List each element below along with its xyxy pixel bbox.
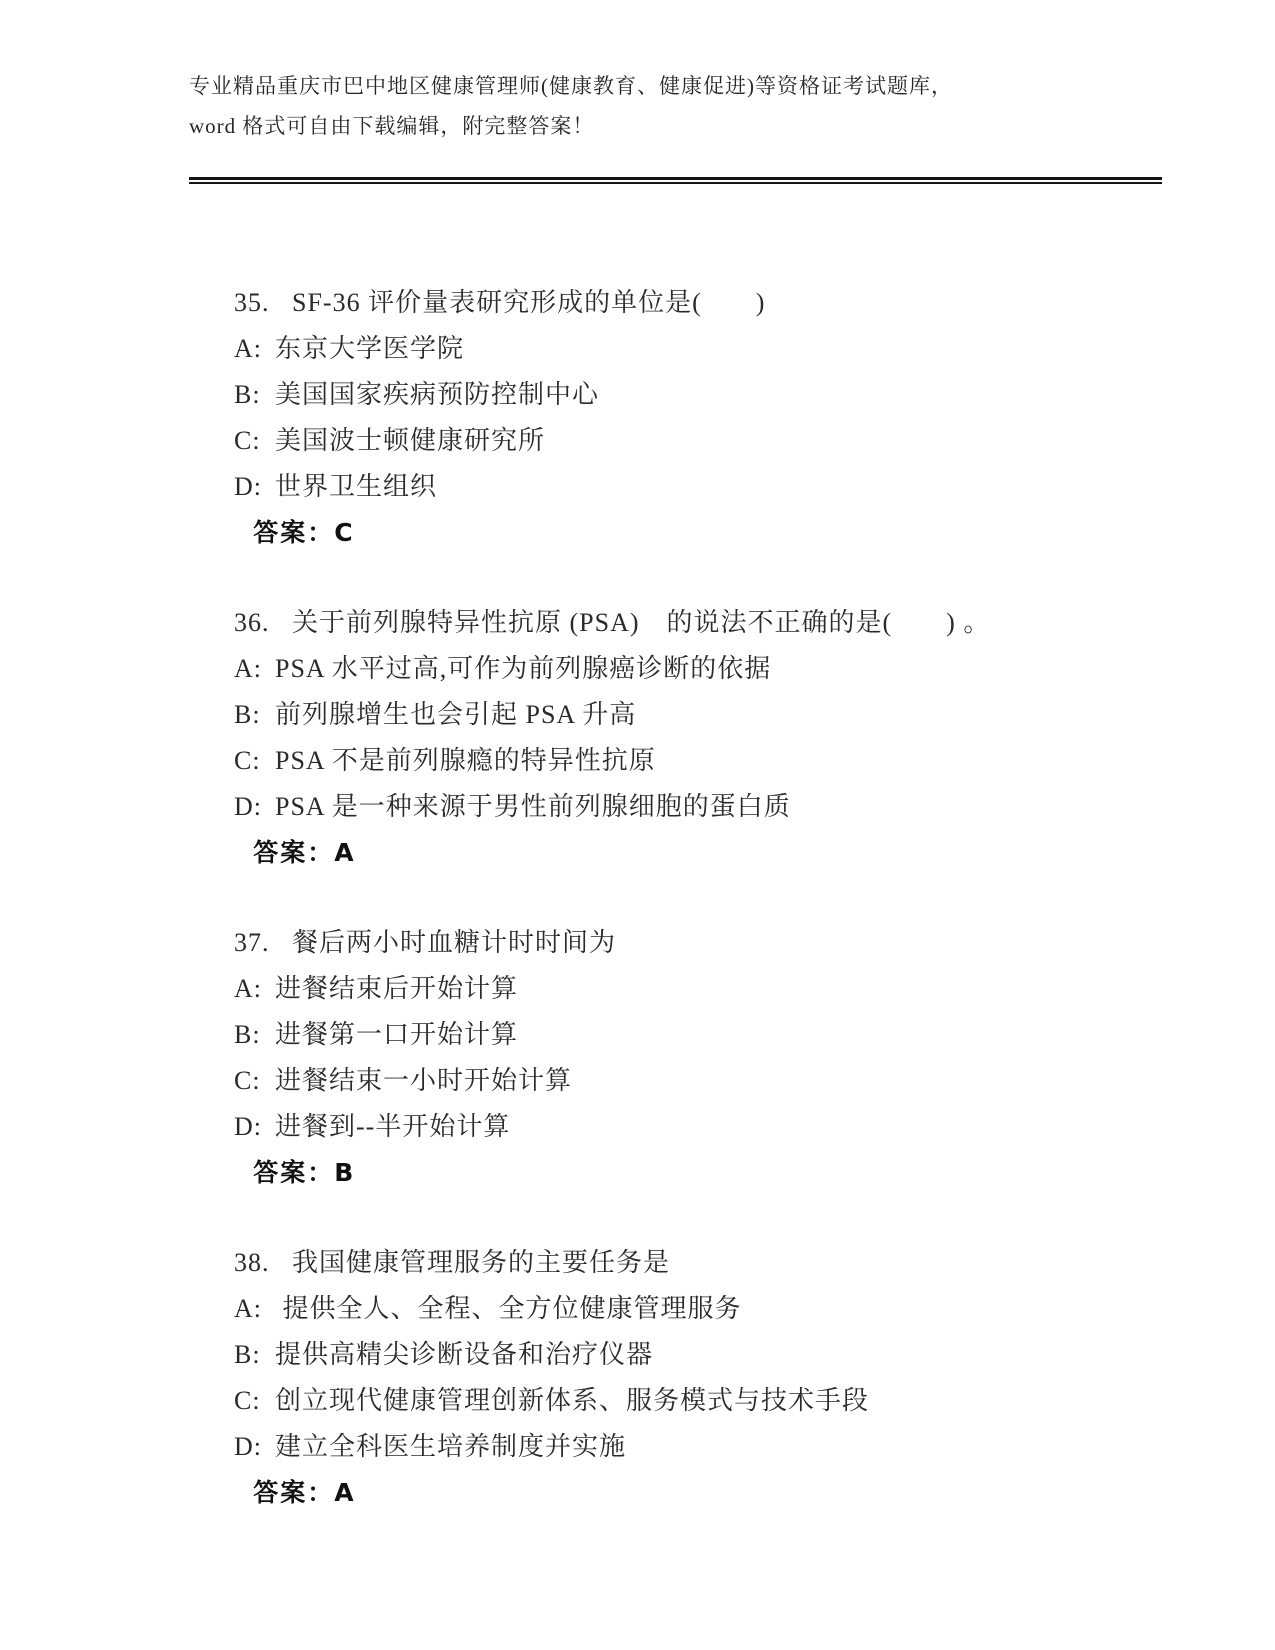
option-text: 东京大学医学院 xyxy=(275,334,465,363)
option-text: 世界卫生组织 xyxy=(275,472,438,501)
header-line: 专业精品重庆市巴中地区健康管理师(健康教育、健康促进)等资格证考试题库， xyxy=(189,74,953,98)
option-label: D: xyxy=(234,1112,262,1141)
question-number: 35. xyxy=(234,288,270,317)
question-block xyxy=(189,874,1275,1187)
option-text: 创立现代健康管理创新体系、服务模式与技术手段 xyxy=(275,1386,870,1415)
question-stem: 餐后两小时血糖计时时间为 xyxy=(292,928,617,957)
option-label: B: xyxy=(234,700,261,729)
question-title xyxy=(189,554,1275,637)
question-block xyxy=(189,554,1275,867)
option-label: A: xyxy=(234,1294,262,1323)
question-block xyxy=(189,1194,1275,1507)
option-label: D: xyxy=(234,472,262,501)
question-title xyxy=(189,874,1275,957)
option-label: A: xyxy=(234,654,262,683)
header-divider xyxy=(189,177,1162,184)
answer-value: A xyxy=(334,1478,356,1507)
option-text: 进餐结束一小时开始计算 xyxy=(275,1066,573,1095)
option-text: 美国国家疾病预防控制中心 xyxy=(275,380,600,409)
answer-value: A xyxy=(334,838,356,867)
option-text: 提供高精尖诊断设备和治疗仪器 xyxy=(275,1340,654,1369)
option-text: 建立全科医生培养制度并实施 xyxy=(275,1432,627,1461)
answer-value: B xyxy=(334,1158,356,1187)
option-text: 进餐到--半开始计算 xyxy=(275,1112,511,1141)
question-title xyxy=(189,234,1275,317)
answer-value: C xyxy=(334,518,355,547)
option-text: 美国波士顿健康研究所 xyxy=(275,426,546,455)
option-label: B: xyxy=(234,380,261,409)
option-label: B: xyxy=(234,1020,261,1049)
question-number: 38. xyxy=(234,1248,270,1277)
question-number: 37. xyxy=(234,928,270,957)
answer-label: 答案： xyxy=(253,1158,335,1187)
option-label: C: xyxy=(234,1066,261,1095)
option-label: D: xyxy=(234,792,262,821)
question-title xyxy=(189,1194,1275,1277)
option-text: PSA 不是前列腺瘾的特异性抗原 xyxy=(275,746,656,775)
question-stem: SF-36 评价量表研究形成的单位是( ) xyxy=(292,288,766,317)
option-label: A: xyxy=(234,974,262,1003)
option-text: 提供全人、全程、全方位健康管理服务 xyxy=(275,1294,742,1323)
question-stem: 关于前列腺特异性抗原 (PSA) 的说法不正确的是( ) 。 xyxy=(292,608,991,637)
answer-label: 答案： xyxy=(253,1478,335,1507)
question-stem: 我国健康管理服务的主要任务是 xyxy=(292,1248,671,1277)
option-label: A: xyxy=(234,334,262,363)
option-label: C: xyxy=(234,746,261,775)
option-text: 进餐结束后开始计算 xyxy=(275,974,519,1003)
header-line: word 格式可自由下载编辑，附完整答案！ xyxy=(189,114,595,138)
answer-label: 答案： xyxy=(253,838,335,867)
option-label: B: xyxy=(234,1340,261,1369)
answer-label: 答案： xyxy=(253,518,335,547)
document-header xyxy=(189,0,1029,146)
option-label: D: xyxy=(234,1432,262,1461)
option-label: C: xyxy=(234,426,261,455)
option-text: PSA 是一种来源于男性前列腺细胞的蛋白质 xyxy=(275,792,791,821)
option-label: C: xyxy=(234,1386,261,1415)
question-number: 36. xyxy=(234,608,270,637)
option-text: 进餐第一口开始计算 xyxy=(275,1020,519,1049)
option-text: 前列腺增生也会引起 PSA 升高 xyxy=(275,700,637,729)
question-block xyxy=(189,234,1275,547)
option-text: PSA 水平过高,可作为前列腺癌诊断的依据 xyxy=(275,654,772,683)
